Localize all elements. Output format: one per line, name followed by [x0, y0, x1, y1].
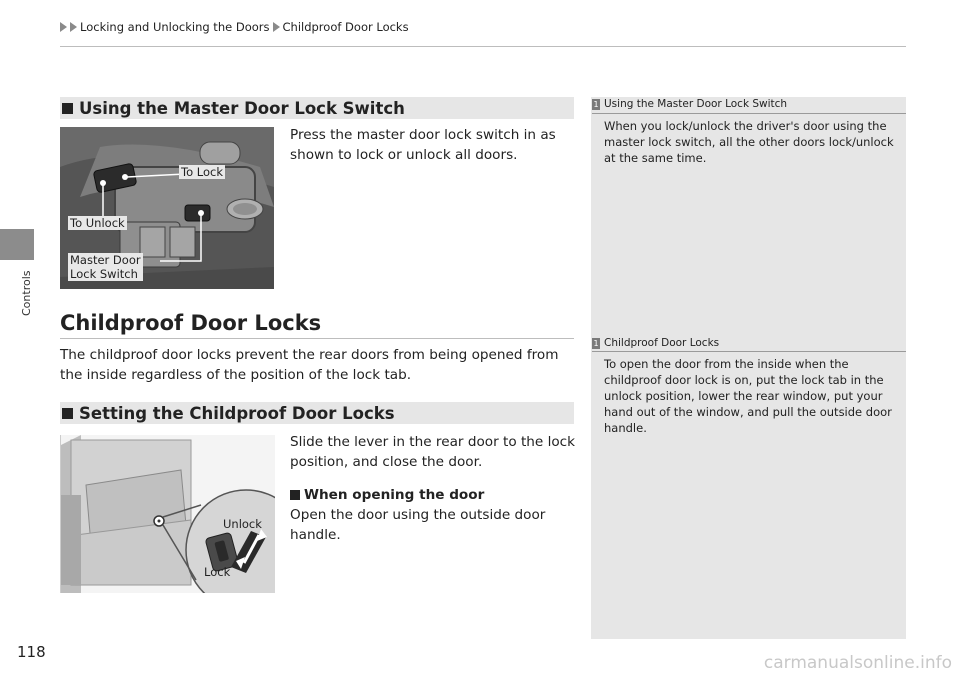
breadcrumb-arrow-icon: [70, 22, 77, 32]
title-underline: [60, 338, 574, 339]
breadcrumb: [60, 20, 409, 34]
note-title-childproof: 1 Childproof Door Locks: [593, 337, 720, 349]
breadcrumb-arrow-icon: [60, 22, 67, 32]
chapter-tab-label: Controls: [20, 270, 33, 316]
childproof-lock-figure: [60, 435, 275, 593]
callout-to-unlock: To Unlock: [70, 216, 125, 230]
callout-master-door-lock-switch: Master Door Lock Switch: [70, 253, 141, 281]
breadcrumb-arrow-icon: [273, 22, 280, 32]
childproof-instruction: Slide the lever in the rear door to the lock position, and close the door.: [290, 434, 576, 470]
note-title-master-lock: 1 Using the Master Door Lock Switch: [593, 98, 788, 110]
section-header-master-lock: Using the Master Door Lock Switch: [60, 97, 574, 119]
note-reference-icon: 1: [593, 338, 599, 348]
subheading-when-opening: When opening the door: [290, 487, 484, 503]
master-lock-switch-figure: [60, 127, 274, 289]
callout-lock: Lock: [204, 565, 231, 579]
when-opening-text: Open the door using the outside door handle.: [290, 507, 546, 543]
callout-unlock: Unlock: [223, 517, 262, 531]
rear-door-illustration: [61, 435, 275, 593]
breadcrumb-link-locking[interactable]: Locking and Unlocking the Doors: [80, 20, 270, 34]
subheading-square-icon: [290, 490, 300, 500]
note-text-master-lock: When you lock/unlock the driver's door using the master lock switch, all the other doors lock/unlock at the same time.: [604, 119, 894, 165]
note-text-childproof: To open the door from the inside when the childproof door lock is on, put the lock tab in the unlock position, lower the rear window, put your hand out of the window, and pull the outside door handle.: [604, 357, 892, 435]
note-divider: [592, 113, 906, 114]
section-square-icon: [62, 103, 73, 114]
callout-to-lock: To Lock: [181, 165, 223, 179]
section-square-icon: [62, 408, 73, 419]
watermark: carmanualsonline.info: [763, 653, 952, 673]
breadcrumb-current[interactable]: Childproof Door Locks: [282, 20, 409, 34]
header-divider: [60, 46, 906, 47]
master-lock-instruction: Press the master door lock switch in as shown to lock or unlock all doors.: [290, 127, 556, 163]
section-header-setting-childproof: Setting the Childproof Door Locks: [60, 402, 574, 424]
chapter-tab-marker: [0, 229, 34, 260]
note-divider: [592, 351, 906, 352]
page-title: Childproof Door Locks: [60, 311, 322, 335]
page-number: 118: [17, 643, 46, 661]
intro-paragraph: The childproof door locks prevent the rear doors from being opened from the inside regardless of the position of the lock tab.: [60, 347, 559, 383]
note-reference-icon: 1: [593, 99, 599, 109]
